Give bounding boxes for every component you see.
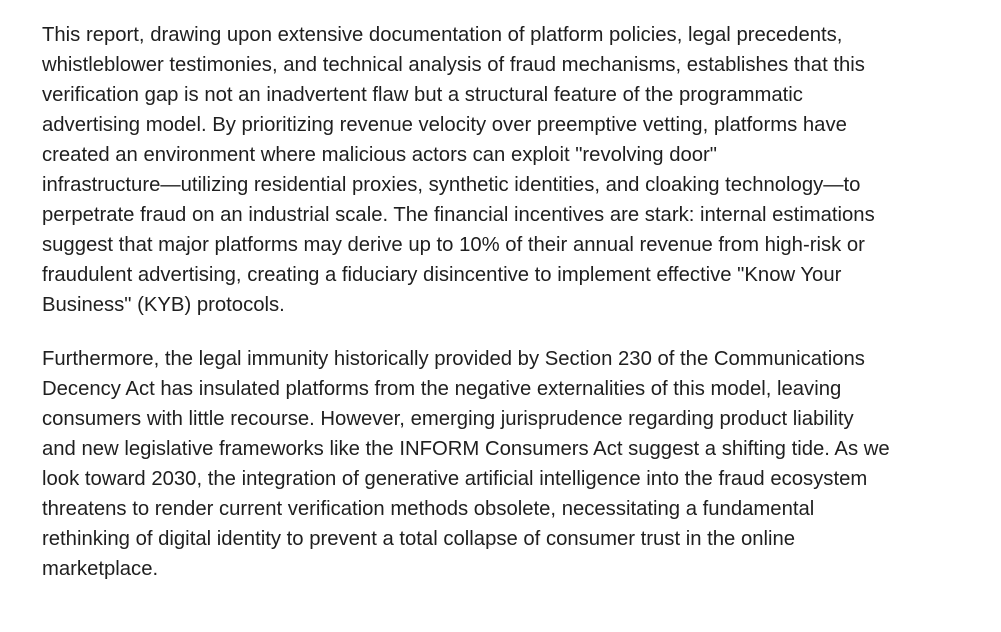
- paragraph-legal-immunity: [42, 344, 982, 584]
- text-line: Decency Act has insulated platforms from the negative externalities of this model, leaving: [42, 378, 842, 400]
- text-line: infrastructure—utilizing residential proxies, synthetic identities, and cloaking technology—to: [42, 174, 861, 196]
- text-line: threatens to render current verification methods obsolete, necessitating a fundamental: [42, 498, 815, 520]
- text-line: rethinking of digital identity to prevent a total collapse of consumer trust in the online: [42, 528, 796, 550]
- text-line: verification gap is not an inadvertent flaw but a structural feature of the programmatic: [42, 84, 803, 106]
- text-line: and new legislative frameworks like the INFORM Consumers Act suggest a shifting tide. As we: [42, 438, 890, 460]
- text-line: whistleblower testimonies, and technical analysis of fraud mechanisms, establishes that this: [42, 54, 865, 76]
- text-line: created an environment where malicious actors can exploit "revolving door": [42, 144, 718, 166]
- document-body: [42, 20, 982, 584]
- paragraph-verification-gap: [42, 20, 982, 320]
- text-line: perpetrate fraud on an industrial scale. The financial incentives are stark: internal estimations: [42, 204, 875, 226]
- text-line: Business" (KYB) protocols.: [42, 294, 285, 316]
- text-line: Furthermore, the legal immunity historically provided by Section 230 of the Communications: [42, 348, 865, 370]
- text-line: suggest that major platforms may derive up to 10% of their annual revenue from high-risk or: [42, 234, 865, 256]
- text-line: consumers with little recourse. However, emerging jurisprudence regarding product liability: [42, 408, 854, 430]
- text-line: look toward 2030, the integration of generative artificial intelligence into the fraud ecosystem: [42, 468, 868, 490]
- text-line: advertising model. By prioritizing revenue velocity over preemptive vetting, platforms have: [42, 114, 847, 136]
- text-line: fraudulent advertising, creating a fiduciary disincentive to implement effective "Know Your: [42, 264, 842, 286]
- text-line: This report, drawing upon extensive documentation of platform policies, legal precedents,: [42, 24, 843, 46]
- text-line: marketplace.: [42, 558, 159, 580]
